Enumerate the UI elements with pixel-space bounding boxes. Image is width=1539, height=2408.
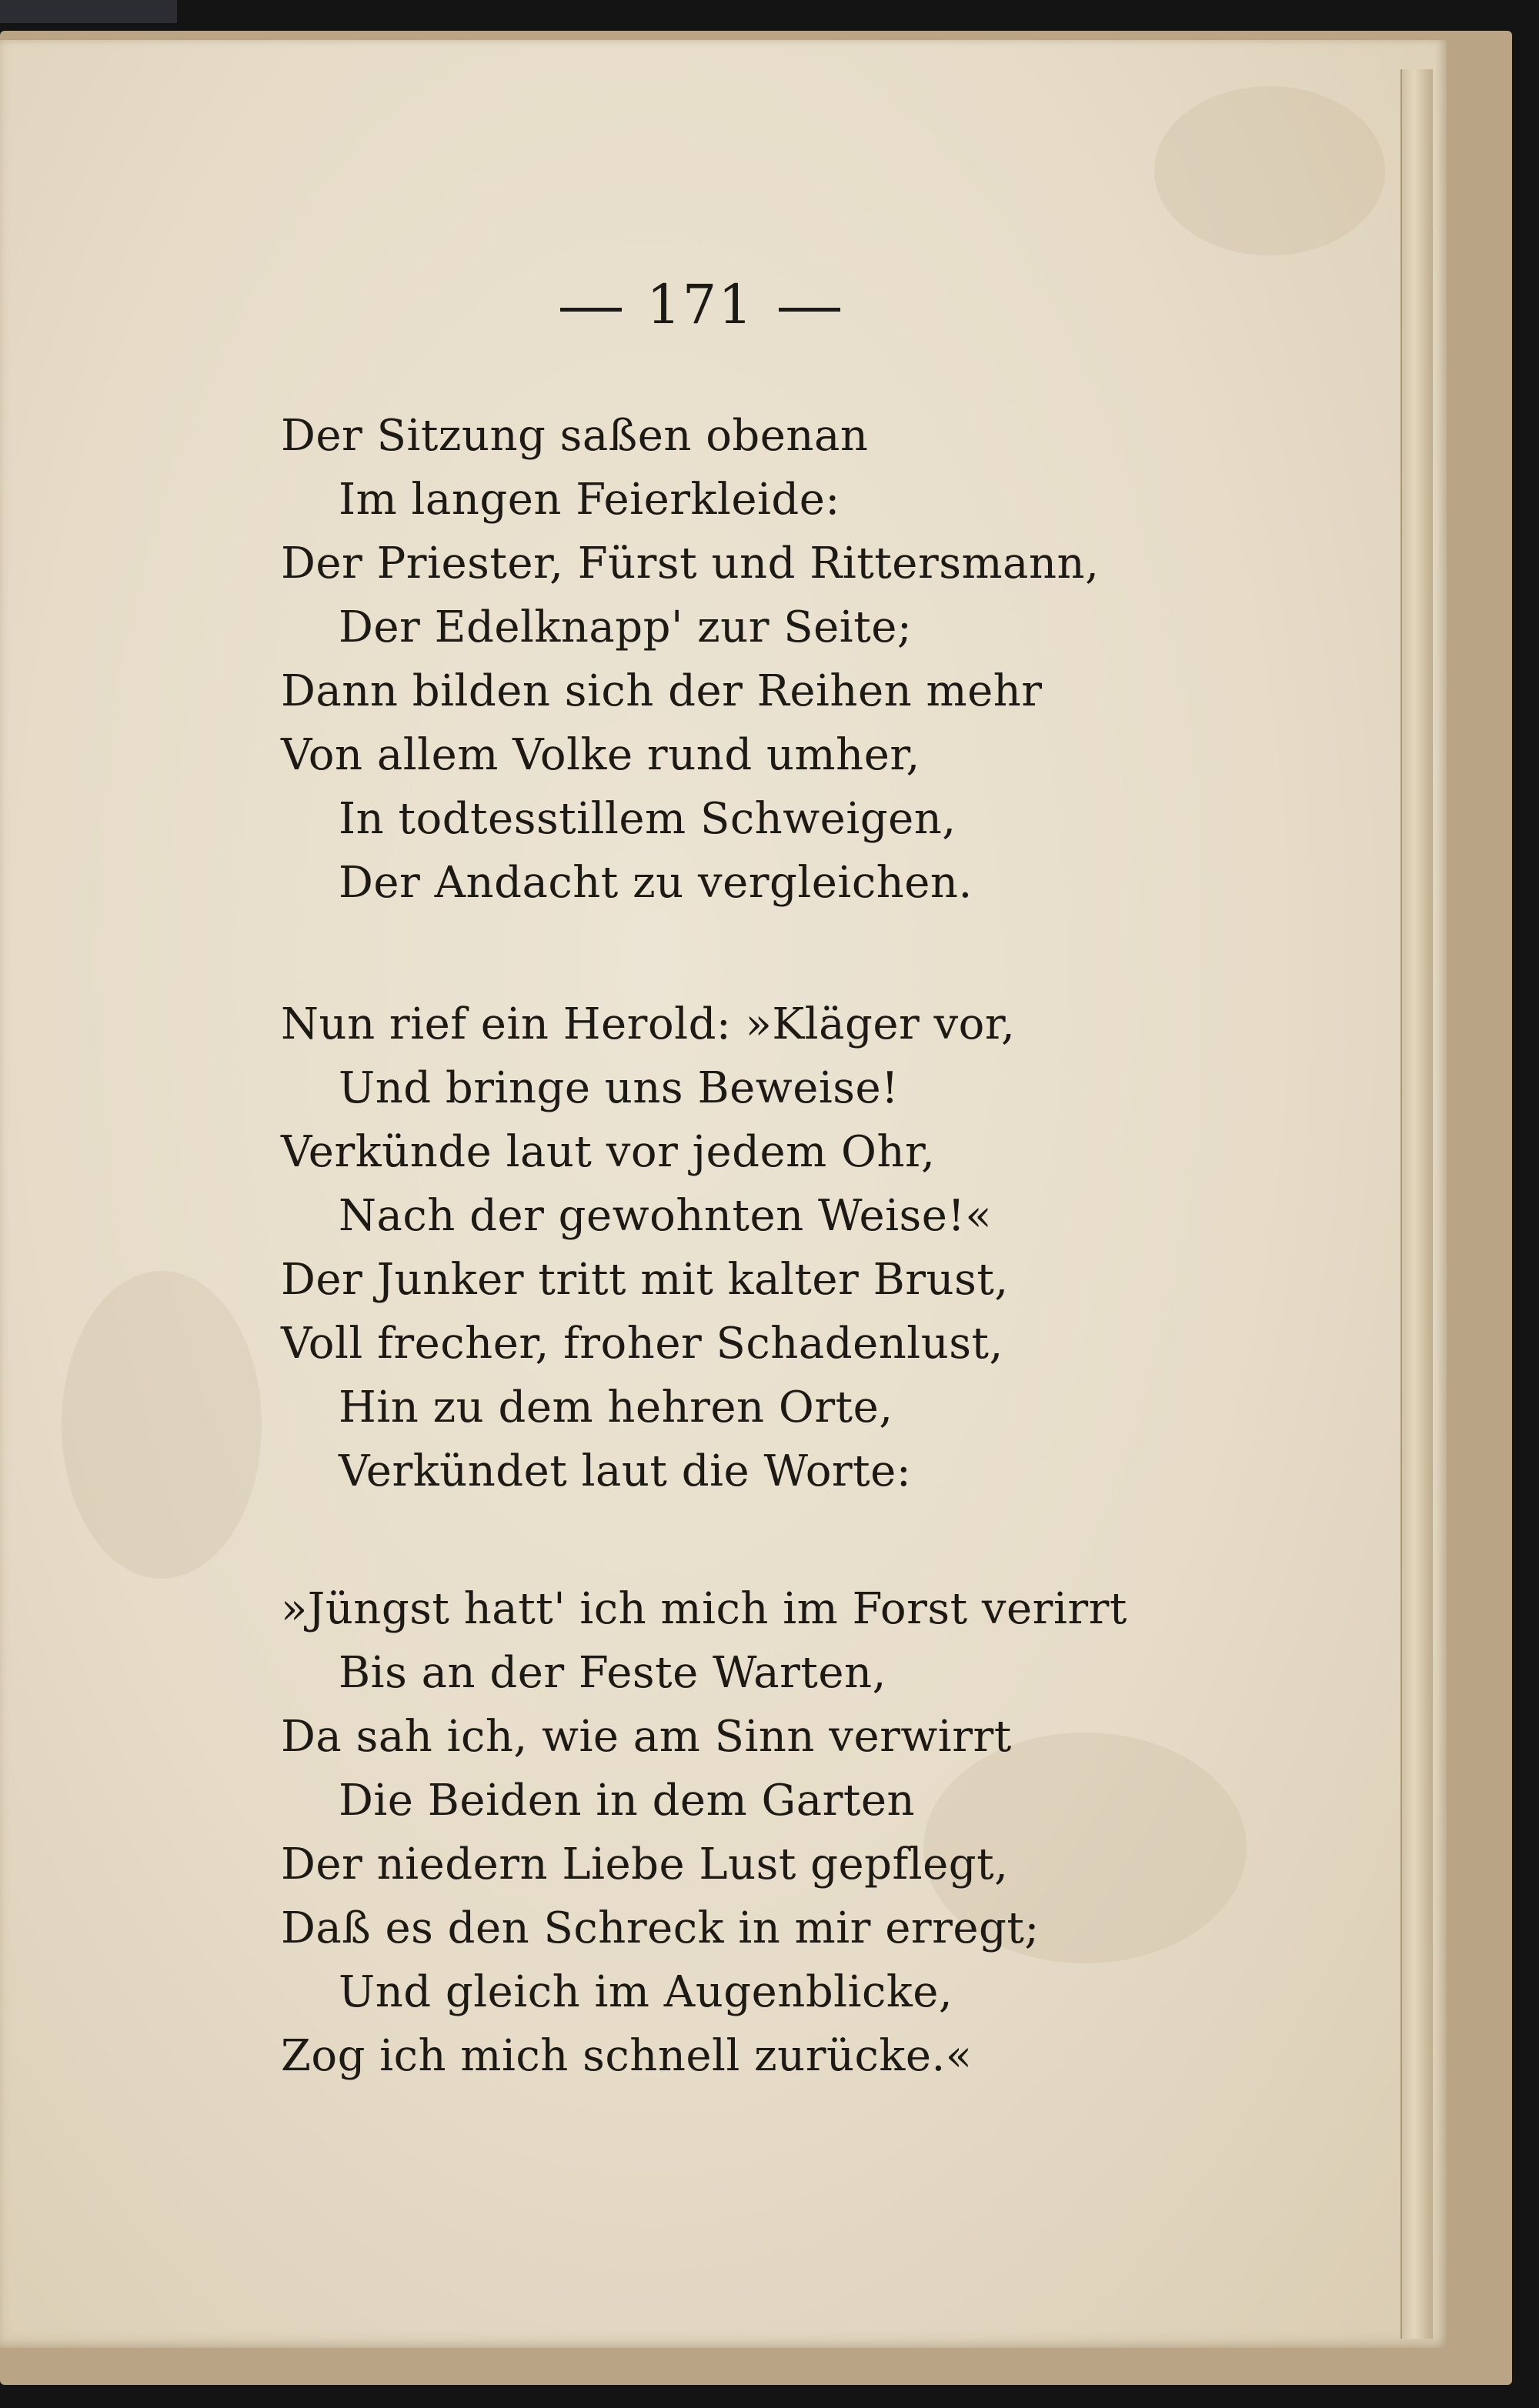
- verse-line: Und bringe uns Beweise!: [339, 1063, 900, 1113]
- verse-line: Da sah ich, wie am Sinn verwirrt: [281, 1712, 1012, 1762]
- verse-line: »Jüngst hatt' ich mich im Forst verirrt: [281, 1584, 1127, 1634]
- verse-line: Der Priester, Fürst und Rittersmann,: [281, 539, 1100, 589]
- verse-line: In todtesstillem Schweigen,: [339, 794, 956, 844]
- verse-line: Daß es den Schreck in mir erregt;: [281, 1903, 1040, 1953]
- stanza-3: [281, 1577, 1404, 2088]
- verse-line: Die Beiden in dem Garten: [339, 1776, 916, 1826]
- paper-stain: [1154, 86, 1385, 255]
- verse-line: Der niedern Liebe Lust gepflegt,: [281, 1839, 1009, 1889]
- verse-line: Dann bilden sich der Reihen mehr: [281, 666, 1043, 716]
- verse-line: Der Sitzung saßen obenan: [281, 411, 869, 461]
- paper-stain: [62, 1271, 262, 1579]
- page-number: [0, 273, 1470, 336]
- verse-line: Im langen Feierkleide:: [339, 475, 840, 525]
- verse-line: Nun rief ein Herold: »Kläger vor,: [281, 999, 1016, 1049]
- verse-line: Zog ich mich schnell zurücke.«: [281, 2031, 973, 2081]
- verse-line: Nach der gewohnten Weise!«: [339, 1191, 993, 1241]
- verse-line: Von allem Volke rund umher,: [281, 730, 920, 780]
- dash-right: [779, 308, 840, 312]
- verse-line: Voll frecher, froher Schadenlust,: [281, 1319, 1003, 1369]
- page-edges: [1400, 69, 1433, 2339]
- stanza-1: [281, 404, 1404, 915]
- verse-line: Der Junker tritt mit kalter Brust,: [281, 1255, 1009, 1305]
- stanza-2: [281, 992, 1404, 1503]
- verse-line: Der Andacht zu vergleichen.: [339, 858, 973, 908]
- verse-line: Verkündet laut die Worte:: [339, 1446, 912, 1496]
- verse-line: Der Edelknapp' zur Seite;: [339, 602, 913, 652]
- verse-line: Verkünde laut vor jedem Ohr,: [281, 1127, 936, 1177]
- verse-line: Bis an der Feste Warten,: [339, 1648, 886, 1698]
- book-spine-edge: [0, 0, 177, 23]
- page-number-text: 171: [646, 273, 754, 336]
- verse-line: Und gleich im Augenblicke,: [339, 1967, 953, 2017]
- verse-line: Hin zu dem hehren Orte,: [339, 1382, 893, 1432]
- dash-left: [560, 308, 622, 312]
